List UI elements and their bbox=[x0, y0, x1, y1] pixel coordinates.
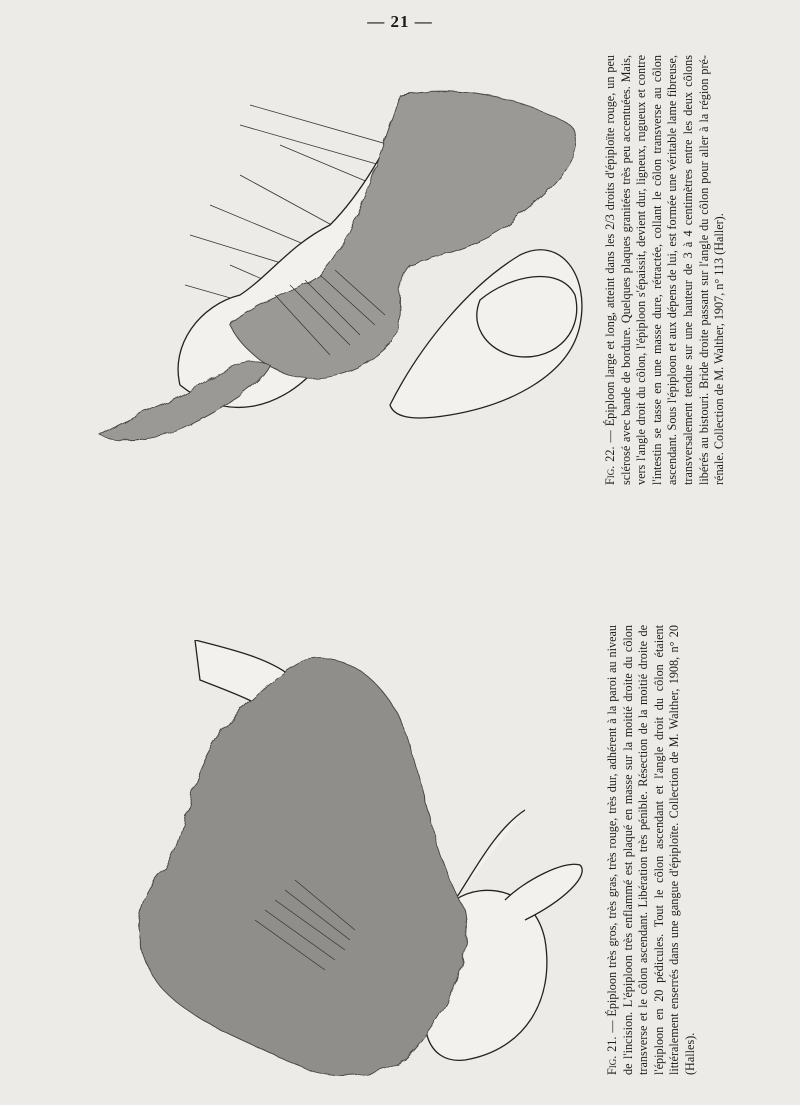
figure-21-caption bbox=[605, 625, 699, 1075]
figure-22-caption bbox=[603, 55, 728, 485]
page-number: — 21 — bbox=[367, 12, 433, 31]
figure-22-caption-text: — Épiploon large et long, atteint dans les 2/3 droits d'épiploïte rouge, un peu sclérosé avec bande de bordure. Quelques plaques granitées très peu accentuées. Mais, vers l'angle droit du côlon, l'épiploon s'épaissit, devient dur, ligneux, rugueux et contre l'intestin se tasse en une masse dure, rétractée, collant le côlon transverse au côlon ascendant. Sous l'épiploon et aux dépens de lui, est formée une véritable lame fibreuse, transversalement tendue sur une hauteur de 3 à 4 centimètres entre les deux côlons libérés au bistouri. Bride droite passant sur l'angle du côlon pour aller à la région pré-rénale. Collection de M. Walther, 1907, n° 113 (Haller). bbox=[603, 55, 727, 485]
figure-21-label: Fig. 21. bbox=[605, 1036, 619, 1075]
figure-22-illustration bbox=[90, 85, 590, 465]
figure-21-caption-text: — Épiploon très gros, très gras, très rouge, très dur, adhérent à la paroi au niveau de l'incision. L'épiploon très enflammé est plaqué en masse sur la moitié droite du côlon transverse et le côlon ascendant. Libération très pénible. Résection de la moitié droite de l'épiploon en 20 pédicules. Tout le côlon ascendant et l'angle droit du côlon étaient littéralement enserrés dans une gangue d'épiploïte. Collection de M. Walther, 1908, n° 20 (Halles). bbox=[605, 625, 697, 1075]
figure-22-label: Fig. 22. bbox=[603, 446, 617, 485]
figure-21-illustration bbox=[125, 640, 590, 1090]
